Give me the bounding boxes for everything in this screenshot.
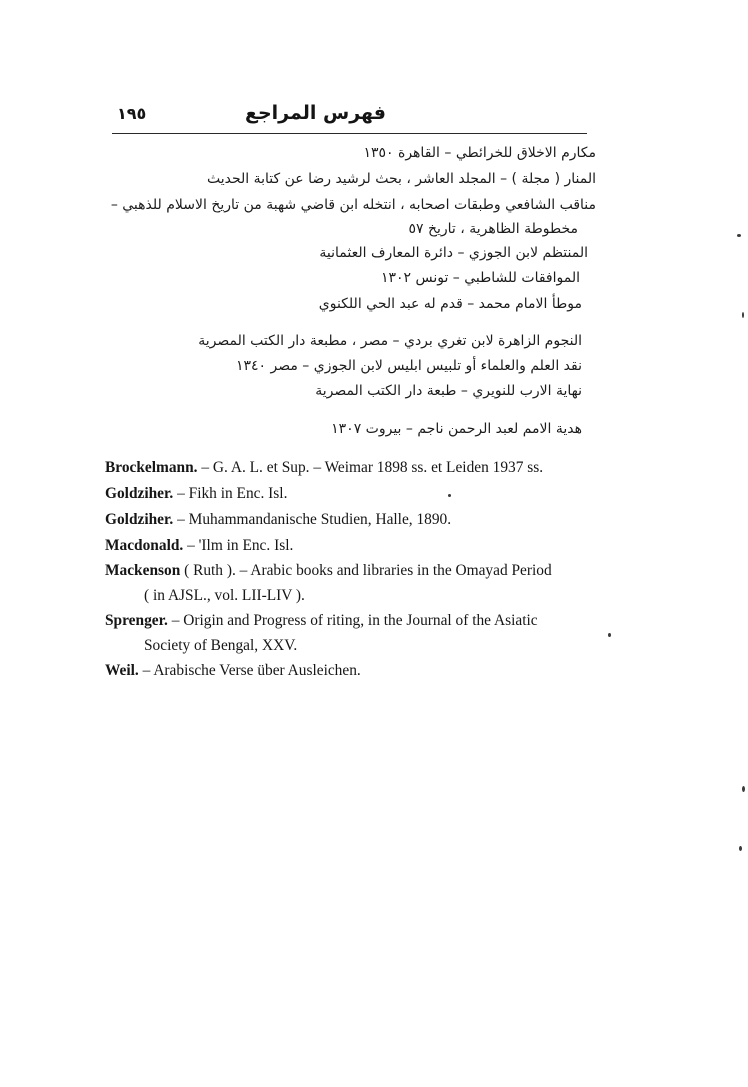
reference-author: Goldziher.: [105, 511, 174, 528]
page-number: ١٩٥: [117, 104, 147, 123]
reference-details: – Muhammandanische Studien, Halle, 1890.: [173, 511, 452, 528]
latin-reference: [105, 562, 552, 580]
latin-reference: [105, 612, 538, 630]
arabic-reference: مناقب الشافعي وطبقات اصحابه ، انتخله ابن قاضي شهبة من تاريخ الاسلام للذهبي –: [110, 197, 596, 213]
scan-speck: [742, 786, 745, 792]
header-rule: [112, 133, 587, 134]
reference-author: Brockelmann.: [105, 459, 198, 476]
reference-details: ( Ruth ). – Arabic books and libraries in the Omayad Period: [180, 562, 552, 579]
reference-author: Mackenson: [105, 562, 181, 579]
latin-reference: [105, 511, 451, 529]
latin-reference: [105, 537, 293, 555]
running-title: فهرس المراجع: [244, 102, 386, 124]
reference-author: Macdonald.: [105, 537, 184, 554]
reference-details: – 'Ilm in Enc. Isl.: [183, 537, 294, 554]
arabic-reference: هدية الامم لعبد الرحمن ناجم – بيروت ١٣٠٧: [331, 421, 582, 437]
reference-details: Society of Bengal, XXV.: [144, 637, 298, 654]
arabic-reference: نهاية الارب للنويري – طبعة دار الكتب المصرية: [315, 383, 582, 399]
reference-author: Goldziher.: [105, 485, 174, 502]
scan-speck: [608, 633, 611, 637]
reference-details: – Arabische Verse über Ausleichen.: [138, 662, 361, 679]
latin-reference: [105, 459, 543, 477]
scan-speck: [737, 234, 741, 237]
reference-author: Sprenger.: [105, 612, 168, 629]
latin-reference-continuation: [144, 637, 297, 655]
reference-author: Weil.: [105, 662, 139, 679]
reference-details: – Origin and Progress of riting, in the Journal of the Asiatic: [167, 612, 538, 629]
arabic-reference: الموافقات للشاطبي – تونس ١٣٠٢: [380, 270, 580, 286]
reference-details: – G. A. L. et Sup. – Weimar 1898 ss. et Leiden 1937 ss.: [197, 459, 544, 476]
arabic-reference: النجوم الزاهرة لابن تغري بردي – مصر ، مطبعة دار الكتب المصرية: [198, 333, 582, 349]
arabic-reference: مكارم الاخلاق للخرائطي – القاهرة ١٣٥٠: [363, 145, 596, 161]
arabic-reference: المنار ( مجلة ) – المجلد العاشر ، بحث لرشيد رضا عن كتابة الحديث: [206, 171, 596, 187]
arabic-reference: موطأ الامام محمد – قدم له عبد الحي اللكنوي: [318, 296, 582, 312]
scan-speck: [739, 846, 742, 851]
scan-speck: [448, 494, 451, 497]
latin-reference-continuation: [144, 587, 305, 605]
latin-reference: [105, 485, 287, 503]
scan-speck: [742, 312, 744, 318]
arabic-reference: المنتظم لابن الجوزي – دائرة المعارف العثمانية: [319, 245, 588, 261]
reference-details: ( in AJSL., vol. LII-LIV ).: [144, 587, 305, 604]
reference-details: – Fikh in Enc. Isl.: [173, 485, 288, 502]
arabic-reference: نقد العلم والعلماء أو تلبيس ابليس لابن الجوزي – مصر ١٣٤٠: [235, 358, 582, 374]
latin-reference: [105, 662, 361, 680]
arabic-reference: مخطوطة الظاهرية ، تاريخ ٥٧: [408, 221, 578, 237]
